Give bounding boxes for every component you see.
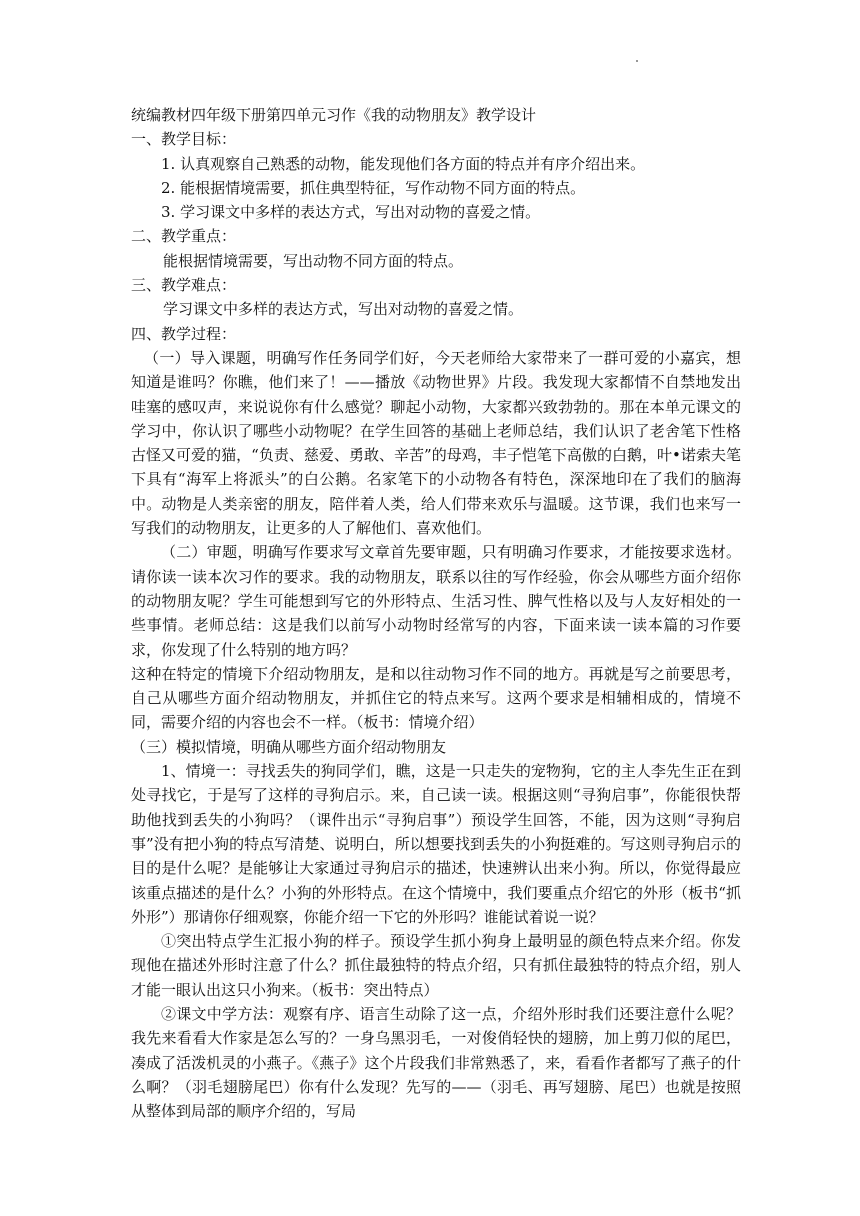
key-text: 能根据情境需要，写出动物不同方面的特点。: [163, 251, 464, 270]
paragraph-context: 这种在特定的情境下介绍动物朋友，是和以往动物习作不同的地方。再就是写之前要思考，自己从哪些方面介绍动物朋友，并抓住它的特点来写。这两个要求是相辅相成的，情境不同，需要介绍的内容也会不一样。（板书：情境介绍）: [131, 664, 741, 732]
document-body: [131, 103, 741, 1123]
section-heading-key: 二、教学重点：: [131, 227, 237, 246]
difficulty-text: 学习课文中多样的表达方式，写出对动物的喜爱之情。: [163, 300, 524, 319]
section-heading-process: 四、教学过程：: [131, 324, 237, 343]
paragraph-scenario: 1、情境一：寻找丢失的狗同学们，瞧，这是一只走失的宠物狗，它的主人李先生正在到处寻找它，于是写了这样的寻狗启示。来，自己读一读。根据这则“寻狗启事”，你能很快帮助他找到丢失的小狗吗？（课件出示“寻狗启事”）预设学生回答，不能，因为这则“寻狗启事”没有把小狗的特点写清楚、说明白，所以想要找到丢失的小狗挺难的。写这则寻狗启示的目的是什么呢？是能够让大家通过寻狗启示的描述，快速辨认出来小狗。所以，你觉得最应该重点描述的是什么？小狗的外形特点。在这个情境中，我们要重点介绍它的外形（板书“抓外形”）那请你仔细观察，你能介绍一下它的外形吗？谁能试着说一说？: [131, 762, 741, 926]
paragraph-method: ②课文中学方法：观察有序、语言生动除了这一点，介绍外形时我们还要注意什么呢？我先来看看大作家是怎么写的？一身乌黑羽毛，一对俊俏轻快的翅膀，加上剪刀似的尾巴，凑成了活泼机灵的小燕子。《燕子》这个片段我们非常熟悉了，来，看看作者都写了燕子的什么啊？（羽毛翅膀尾巴）你有什么发现？先写的——（羽毛、再写翅膀、尾巴）也就是按照从整体到局部的顺序介绍的，写局: [131, 1004, 741, 1121]
document-title: 统编教材四年级下册第四单元习作《我的动物朋友》教学设计: [131, 106, 537, 124]
goal-item-3: 3. 学习课文中多样的表达方式，写出对动物的喜爱之情。: [161, 203, 541, 222]
paragraph-intro: （一）导入课题，明确写作任务同学们好，今天老师给大家带来了一群可爱的小嘉宾，想知道是谁吗？你瞧，他们来了！——播放《动物世界》片段。我发现大家都情不自禁地发出哇塞的感叹声，来说说你有什么感觉？聊起小动物，大家都兴致勃勃的。那在本单元课文的学习中，你认识了哪些小动物呢？在学生回答的基础上老师总结，我们认识了老舍笔下性格古怪又可爱的猫，“负责、慈爱、勇敢、辛苦”的母鸡，丰子恺笔下高傲的白鹅，叶•诺索夫笔下具有“海军上将派头”的白公鹅。名家笔下的小动物各有特色，深深地印在了我们的脑海中。动物是人类亲密的朋友，陪伴着人类，给人们带来欢乐与温暖。这节课，我们也来写一写我们的动物朋友，让更多的人了解他们、喜欢他们。: [131, 348, 741, 538]
page-mark: [636, 60, 638, 62]
paragraph-requirements: （二）审题，明确写作要求写文章首先要审题，只有明确习作要求，才能按要求选材。请你读一读本次习作的要求。我的动物朋友，联系以往的写作经验，你会从哪些方面介绍你的动物朋友呢？学生可能想到写它的外形特点、生活习性、脾气性格以及与人友好相处的一些事情。老师总结：这是我们以前写小动物时经常写的内容，下面来读一读本篇的习作要求，你发现了什么特别的地方吗？: [131, 543, 741, 659]
paragraph-subheading: （三）模拟情境，明确从哪些方面介绍动物朋友: [131, 737, 447, 756]
section-heading-difficulty: 三、教学难点：: [131, 276, 237, 295]
goal-item-2: 2. 能根据情境需要，抓住典型特征，写作动物不同方面的特点。: [161, 178, 586, 197]
section-heading-goals: 一、教学目标：: [131, 130, 237, 149]
paragraph-feature: ①突出特点学生汇报小狗的样子。预设学生抓小狗身上最明显的颜色特点来介绍。你发现他在描述外形时注意了什么？抓住最独特的特点介绍，只有抓住最独特的特点介绍，别人才能一眼认出这只小狗来。（板书：突出特点）: [131, 932, 741, 999]
goal-item-1: 1. 认真观察自己熟悉的动物，能发现他们各方面的特点并有序介绍出来。: [161, 154, 646, 173]
